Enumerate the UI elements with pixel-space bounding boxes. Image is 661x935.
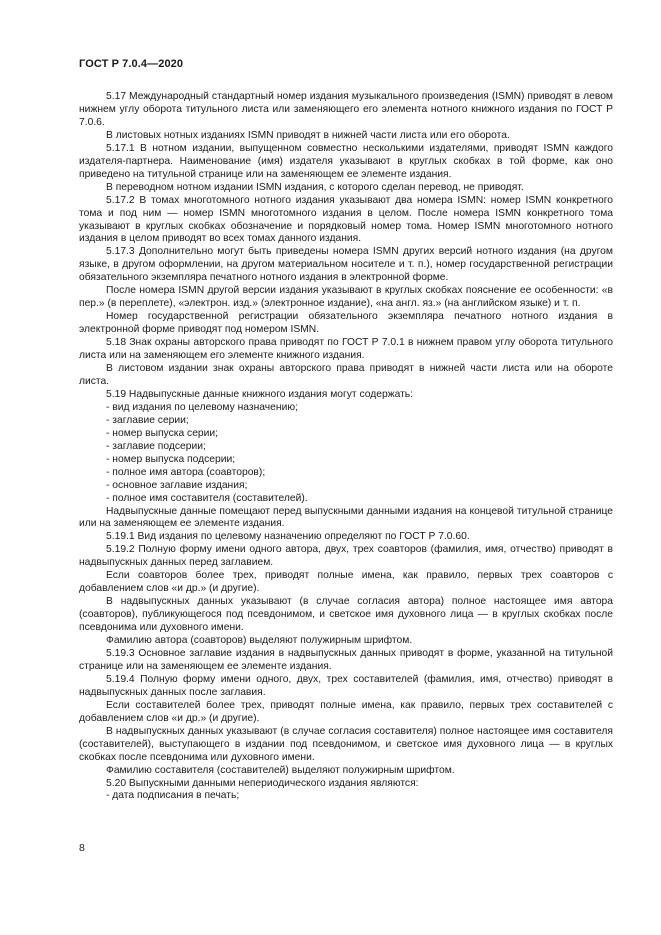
paragraph: В надвыпускных данных указывают (в случае согласия автора) полное настоящее имя автора (соавторов), публикующегося под псевдонимом, и светское имя духовного лица — в круглых скобках после псевдонима или духовного имени. (79, 596, 613, 634)
list-item: - дата подписания в печать; (106, 790, 240, 802)
paragraph: В листовом издании знак охраны авторского права приводят в нижней части листа или на обороте листа. (79, 363, 613, 387)
paragraph-5-19-4: 5.19.4 Полную форму имени одного, двух, трех составителей (фамилия, имя, отчество) приводят в надвыпускных данных после заглавия. (79, 673, 613, 698)
paragraph: Надвыпускные данные помещают перед выпускными данными издания на концевой титульной странице или на заменяющем ее элементе издания. (79, 505, 613, 530)
paragraph: В надвыпускных данных указывают (в случае согласия составителя) полное настоящее имя составителя (составителей), выступающего в издании под псевдонимом, и светское имя духовного лица — в круглых скобках после псевдонима или духовного имени. (79, 725, 613, 763)
paragraph: В листовых нотных изданиях ISMN приводят в нижней части листа или его оборота. (106, 129, 510, 141)
paragraph: После номера ISMN другой версии издания указывают в круглых скобках пояснение ее особенности: «в пер.» (в переплете), «электрон. изд.» (электронное издание), «на англ. яз.» (на английском языке) и т. п. (79, 285, 613, 310)
list-item: - полное имя составителя (составителей). (106, 492, 308, 504)
paragraph-5-17-1: 5.17.1 В нотном издании, выпущенном совместно несколькими издателями, приводят ISMN каждого издателя-партнера. Наименование (имя) издателя указывают в круглых скобках в той форме, как оно приведено на титульной странице или на заменяющем ее элементе издания. (79, 142, 613, 180)
list-item: - полное имя автора (соавторов); (106, 466, 266, 478)
paragraph: Номер государственной регистрации обязательного экземпляра печатного нотного издания в электронной форме приводят под номером ISMN. (79, 311, 613, 336)
list-item: - номер выпуска серии; (106, 427, 219, 439)
paragraph-5-17: 5.17 Международный стандартный номер издания музыкального произведения (ISMN) приводят в левом нижнем углу оборота титульного листа или заменяющего его элемента нотного книжного издания по ГОСТ Р 7.0.6. (79, 91, 613, 128)
paragraph-5-20: 5.20 Выпускными данными непериодического издания являются: (106, 777, 419, 789)
paragraph-5-17-3: 5.17.3 Дополнительно могут быть приведены номера ISMN других версий нотного издания (на другом языке, в другом оформлении, на другом материальном носителе и т. п.), номер государственной регистрации обязательного экземпляра печатного нотного издания в электронной форме. (79, 246, 613, 284)
paragraph: Фамилию составителя (составителей) выделяют полужирным шрифтом. (106, 764, 455, 776)
paragraph-5-19-2: 5.19.2 Полную форму имени одного автора, двух, трех соавторов (фамилия, имя, отчество) приводят в надвыпускных данных перед заглавием. (79, 544, 613, 569)
paragraph: В переводном нотном издании ISMN издания, с которого сделан перевод, не приводят. (106, 181, 524, 193)
paragraph: Если соавторов более трех, приводят полные имена, как правило, первых трех соавторов с добавлением слов «и др.» (и другие). (79, 570, 613, 595)
list-item: - основное заглавие издания; (106, 479, 248, 491)
list-item: - вид издания по целевому назначению; (106, 401, 298, 413)
list-item: - заглавие серии; (106, 414, 189, 426)
paragraph-5-19: 5.19 Надвыпускные данные книжного издания могут содержать: (106, 388, 414, 400)
list-item: - номер выпуска подсерии; (106, 453, 236, 465)
paragraph-5-18: 5.18 Знак охраны авторского права приводят по ГОСТ Р 7.0.1 в нижнем правом углу оборота титульного листа или на заменяющем его элементе книжного издания. (79, 337, 613, 362)
list-item: - заглавие подсерии; (106, 440, 206, 452)
paragraph-5-19-3: 5.19.3 Основное заглавие издания в надвыпускных данных приводят в форме, указанной на титульной странице или на заменяющем ее элементе издания. (79, 647, 613, 672)
paragraph-5-19-1: 5.19.1 Вид издания по целевому назначению определяют по ГОСТ Р 7.0.60. (106, 531, 470, 543)
document-body (79, 91, 613, 803)
paragraph: Если составителей более трех, приводят полные имена, как правило, первых трех составителей с добавлением слов «и др.» (и другие). (79, 699, 613, 724)
paragraph-5-17-2: 5.17.2 В томах многотомного нотного издания указывают два номера ISMN: номер ISMN конкретного тома и под ним — номер ISMN многотомного издания в целом. После номера ISMN конкретного тома указывают в круглых скобках обозначение и порядковый номер тома. Номер ISMN многотомного нотного издания в целом приводят во всех томах данного издания. (79, 194, 613, 245)
paragraph: Фамилию автора (соавторов) выделяют полужирным шрифтом. (106, 635, 413, 647)
page-number: 8 (79, 842, 85, 854)
page-header-standard-number: ГОСТ Р 7.0.4—2020 (79, 58, 184, 70)
